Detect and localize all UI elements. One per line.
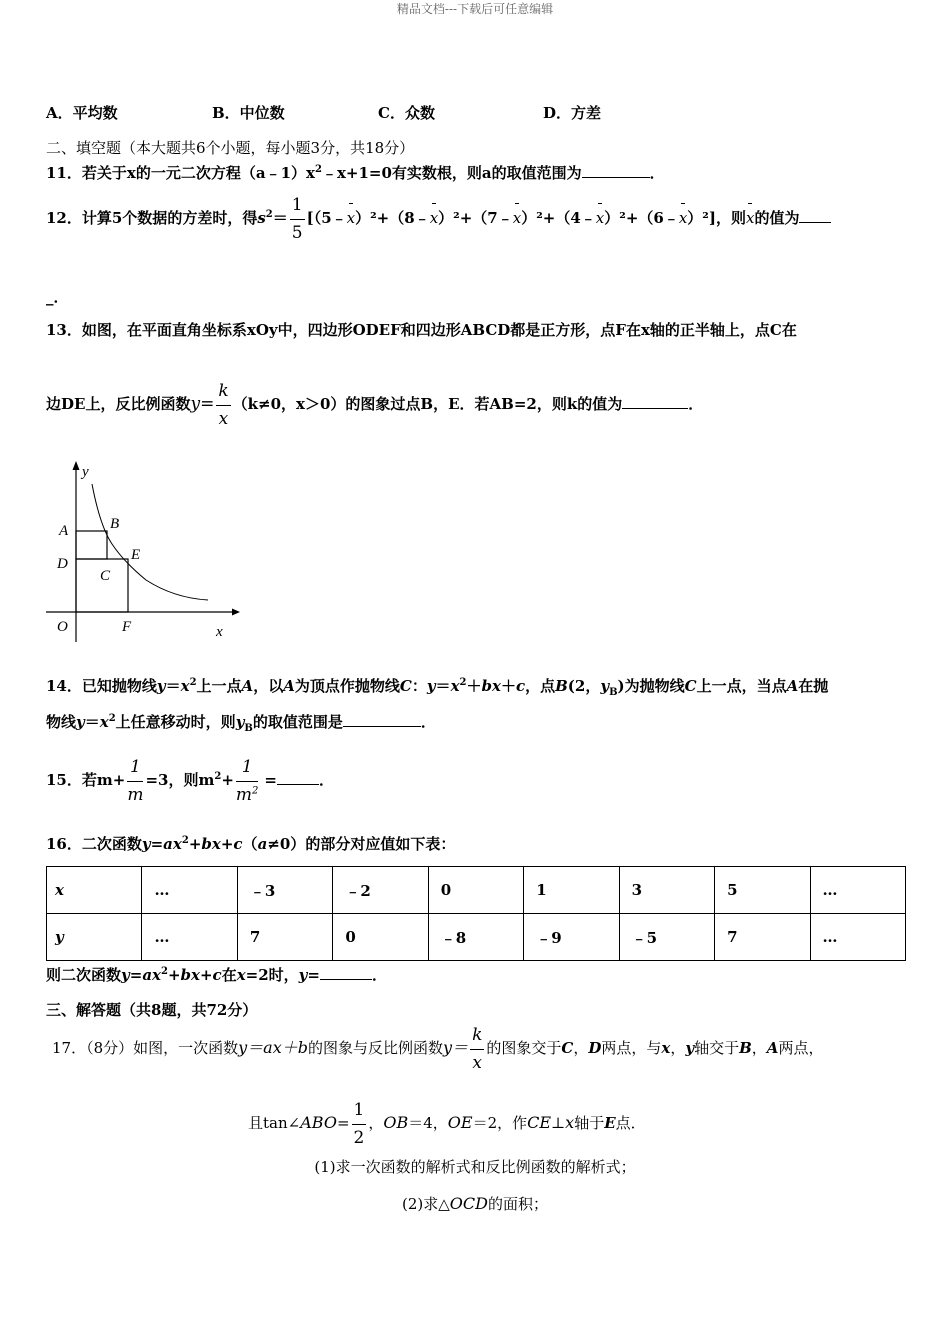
option-c: C．众数: [378, 104, 435, 122]
question-14-line1: [46, 677, 829, 698]
table-cell: ﹣5: [619, 914, 714, 961]
q17-ocd: OCD: [449, 1194, 488, 1213]
option-a: A．平均数: [46, 104, 118, 122]
q15-m1: m+: [96, 771, 126, 790]
q12-text1: 计算5个数据的方差时，得: [81, 209, 258, 228]
q15-num: 15．若: [46, 771, 97, 790]
q14-t6: A: [241, 677, 254, 695]
q16-prefix: 16．二次函数: [46, 835, 142, 853]
q17-l2-f: 轴于: [574, 1114, 605, 1133]
q16-f10: ≠0）: [267, 835, 306, 853]
q12-xbar-6: x: [745, 209, 755, 228]
q12-s: s: [257, 209, 266, 228]
question-11: [46, 166, 665, 181]
q11-a2: a: [481, 164, 492, 182]
q17-comma2: ，: [670, 1039, 686, 1058]
q17-l1-e: 轴交于: [694, 1039, 740, 1058]
q14-l2-t3: x: [99, 713, 109, 731]
label-d: D: [57, 556, 68, 572]
q14-l2-t8: 的取值范围是: [252, 713, 343, 731]
q16-a10: x: [236, 966, 246, 984]
q15-frac2-den: [236, 782, 259, 805]
q17-inv-y: y＝: [443, 1038, 469, 1058]
question-13-line2: [46, 382, 703, 428]
q16-a6: bx: [180, 966, 200, 984]
label-e: E: [131, 547, 141, 563]
q12-sup: 2: [265, 209, 273, 221]
q16-a9: 在: [221, 966, 237, 984]
page-header: 精品文档---下载后可任意编辑: [396, 2, 554, 16]
q17-oe: OE: [447, 1113, 473, 1133]
table-cell: 3: [619, 867, 714, 914]
q16-f2: ax: [163, 835, 182, 853]
table-cell: ﹣8: [428, 914, 523, 961]
q11-text5: 的取值范围为: [491, 164, 582, 182]
q12-term-1: [（5﹣: [306, 209, 347, 228]
section-2-title: 二、填空题（本大题共6个小题，每小题3分，共18分）: [46, 139, 415, 157]
q11-text1: 若关于: [81, 164, 127, 182]
q15-fraction-1: [127, 758, 143, 804]
table-cell: 0: [428, 867, 523, 914]
q15-fraction-2: [236, 758, 259, 804]
q11-num: 11．: [46, 164, 82, 182]
q16-a3: ax: [142, 966, 161, 984]
q17-l2-g: 点．: [615, 1114, 646, 1133]
label-o: O: [57, 619, 68, 635]
q15-sup: 2: [214, 771, 222, 783]
q17-l2-a: 且tan∠: [248, 1114, 301, 1133]
q17-b: B: [739, 1039, 752, 1058]
table-cell: ﹣2: [333, 867, 428, 914]
q16-a2: =: [129, 966, 143, 984]
q14-t1: y: [156, 677, 166, 695]
q14-t19: c: [515, 677, 526, 695]
option-d: D．方差: [543, 104, 602, 122]
q15-end: ．: [318, 771, 334, 790]
question-17-line1: [52, 1026, 823, 1072]
label-x-axis: x: [216, 624, 223, 640]
label-f: F: [122, 619, 132, 635]
q14-t5: 上一点: [196, 677, 242, 695]
q14-t8: A: [283, 677, 295, 695]
q17-l1-d: 两点，与: [601, 1039, 662, 1058]
option-b: B．中位数: [212, 104, 285, 122]
q12-xbar-3: x: [512, 209, 522, 228]
x-axis-arrow-icon: [232, 609, 240, 616]
q12-xbar-2: x: [429, 209, 439, 228]
q14-t3: x: [180, 677, 190, 695]
q17-d: D: [588, 1039, 602, 1058]
q17-l2-c: ＝4，: [408, 1114, 448, 1133]
q13-line2-a: 边DE上，反比例函数: [46, 395, 191, 414]
q12-fraction: [290, 196, 305, 242]
q14-l2-t1: y: [76, 713, 85, 731]
table-row-x: [47, 867, 906, 914]
table-row-y: [47, 914, 906, 961]
q14-t0: 14．已知抛物线: [46, 677, 157, 695]
label-c: C: [100, 568, 111, 584]
q17-subquestion-1: (1)求一次函数的解析式和反比例函数的解析式；: [314, 1158, 636, 1176]
q14-t20: ，点: [525, 677, 556, 695]
value-table: [46, 866, 906, 961]
q17-subquestion-2: [0, 1196, 950, 1212]
q15-eq3: =3，则: [145, 771, 199, 790]
q14-l2-t2: ＝: [84, 713, 100, 731]
q16-suffix: 的部分对应值如下表：: [305, 835, 456, 853]
q17-y: y: [685, 1039, 695, 1058]
q17-tan-fraction: [352, 1101, 367, 1147]
q12-term-3: ）²+（7﹣: [438, 209, 513, 228]
q12-xbar-4: x: [595, 209, 605, 228]
label-b: B: [110, 516, 120, 532]
q16-a8: c: [212, 966, 222, 984]
q16-a11: =2时，: [245, 966, 299, 984]
q12-term-2: ）²+（8﹣: [355, 209, 430, 228]
label-a: A: [59, 523, 69, 539]
q14-t26: C: [684, 677, 697, 695]
q16-f0: y: [141, 835, 151, 853]
section-3-title: 三、解答题（共8题，共72分）: [46, 1001, 258, 1019]
q17-tan-den: 2: [353, 1127, 365, 1148]
q14-t22: (2，: [567, 677, 601, 695]
q14-t28: A: [786, 677, 799, 695]
q16-f1: =: [150, 835, 164, 853]
q14-l2-t6: y: [235, 713, 245, 731]
q16-a13: =: [307, 966, 320, 984]
q17-ce: CE: [527, 1113, 552, 1133]
q15-frac2-den-m: m: [235, 784, 253, 805]
table-cell: 0: [333, 914, 428, 961]
q16-f5: bx: [201, 835, 221, 853]
q16-f9: a: [257, 835, 268, 853]
q12-term-6: ）²]，则: [687, 209, 746, 228]
q11-text4: ﹣x+1=0有实数根，则: [321, 164, 482, 182]
q17-l2-e: ⊥: [551, 1114, 566, 1133]
q15-frac1-num: 1: [127, 758, 143, 782]
q17-tan-num: 1: [352, 1101, 367, 1125]
q17-xx: x: [565, 1113, 575, 1133]
q17-l1-f: 两点，: [778, 1039, 824, 1058]
q14-t10: C: [399, 677, 412, 695]
q16-after: [46, 968, 387, 983]
table-cell: …: [810, 867, 906, 914]
q14-l2-t0: 物线: [46, 713, 77, 731]
q12-term-5: ）²+（6﹣: [604, 209, 679, 228]
q14-t24: B: [609, 687, 618, 698]
q14-t4: 2: [189, 677, 197, 688]
label-y-axis: y: [82, 464, 89, 480]
q12-eq: ＝: [272, 209, 288, 228]
q17-l1-b: 的图象与反比例函数: [308, 1039, 444, 1058]
q16-answer-blank[interactable]: [320, 978, 372, 980]
q17-inv-den: x: [472, 1052, 483, 1073]
q14-l2-t7: B: [244, 723, 253, 734]
q15-eq: =: [264, 771, 277, 790]
q13-fraction: [216, 382, 230, 428]
q16-f6: +: [220, 835, 234, 853]
q16-a1: y: [121, 966, 130, 984]
q17-c: C: [561, 1039, 574, 1058]
q14-t18: ＋: [500, 677, 516, 695]
square-odef: [76, 559, 128, 612]
q14-t2: ＝: [165, 677, 181, 695]
question-12: [46, 196, 831, 242]
q17-comma: ，: [573, 1039, 589, 1058]
q12-num: 12．: [46, 209, 82, 228]
q14-l2-t9: ．: [420, 713, 436, 731]
q13-end: ．: [688, 395, 704, 414]
q11-answer-blank[interactable]: [582, 176, 650, 178]
y-axis-arrow-icon: [73, 461, 80, 470]
table-cell: y: [47, 914, 142, 961]
q16-f7: c: [233, 835, 243, 853]
q11-text3: ﹣1）x: [265, 164, 315, 182]
q16-f8: （: [242, 835, 258, 853]
q17-a: A: [766, 1039, 779, 1058]
q13-answer-blank[interactable]: [622, 407, 688, 409]
q16-a7: +: [199, 966, 213, 984]
q14-t7: ，以: [253, 677, 284, 695]
q11-end: ．: [649, 164, 665, 182]
question-15: [46, 758, 334, 804]
q13-line2-b: （k≠0，x＞0）的图象过点B，E．若AB=2，则k的值为: [232, 395, 623, 414]
q14-t23: y: [600, 677, 610, 695]
q11-text2: 的一元二次方程（: [135, 164, 256, 182]
q14-t13: ＝: [435, 677, 451, 695]
q13-figure: [40, 458, 240, 643]
q14-t12: y: [426, 677, 436, 695]
table-cell: …: [810, 914, 906, 961]
q15-answer-blank[interactable]: [277, 783, 319, 785]
q14-t9: 为顶点作抛物线: [294, 677, 400, 695]
q13-y: y: [190, 394, 201, 415]
q14-t29: 在抛: [798, 677, 829, 695]
q14-t25: )为抛物线: [617, 677, 685, 695]
q17-eq: =: [336, 1114, 350, 1133]
q15-plus: +: [221, 771, 234, 790]
question-16: [46, 837, 455, 852]
q12-text2: 的值为: [754, 209, 800, 228]
q17-l2-d: ＝2，作: [472, 1114, 528, 1133]
q17-sub2-b: 的面积；: [487, 1195, 548, 1213]
table-cell: 7: [715, 914, 810, 961]
q17-sub2-a: (2)求△: [402, 1195, 450, 1213]
q16-a0: 则二次函数: [46, 966, 122, 984]
q16-f3: 2: [181, 835, 189, 846]
question-17-line2: [248, 1101, 646, 1147]
q14-answer-blank[interactable]: [343, 725, 421, 727]
q16-a4: 2: [160, 966, 168, 977]
q14-t21: B: [555, 677, 568, 695]
q11-x: x: [126, 164, 136, 182]
q12-xbar-1: x: [346, 209, 356, 228]
q14-t16: ＋: [466, 677, 482, 695]
q12-frac-den: 5: [291, 222, 303, 243]
q14-l2-t4: 2: [108, 713, 116, 724]
q16-a14: ．: [371, 966, 387, 984]
q11-a1: a: [255, 164, 266, 182]
q12-frac-num: 1: [290, 196, 305, 220]
q16-a12: y: [298, 966, 308, 984]
q15-frac2-den-sup: 2: [252, 785, 259, 797]
q11-sup: 2: [314, 164, 322, 175]
q13-eq: =: [200, 394, 215, 415]
q14-t15: 2: [459, 677, 467, 688]
q17-l2-b: ，: [368, 1114, 384, 1133]
table-cell: ﹣9: [524, 914, 619, 961]
q17-abo: ABO: [300, 1113, 337, 1133]
table-cell: x: [47, 867, 142, 914]
q17-inv-fraction: [470, 1026, 484, 1072]
q16-a5: +: [167, 966, 181, 984]
q12-answer-blank[interactable]: [799, 221, 831, 223]
table-cell: ﹣3: [237, 867, 332, 914]
table-cell: 1: [524, 867, 619, 914]
question-14-line2: [46, 713, 436, 734]
q13-frac-den: x: [218, 408, 229, 429]
q17-l1-a: 17．（8分）如图，一次函数: [52, 1039, 239, 1058]
q13-frac-num: k: [216, 382, 230, 406]
q12-xbar-5: x: [678, 209, 688, 228]
q17-e: E: [604, 1114, 616, 1133]
square-abcd: [76, 531, 107, 559]
q17-x: x: [661, 1039, 671, 1058]
q14-l2-t5: 上任意移动时，则: [115, 713, 236, 731]
q17-comma3: ，: [751, 1039, 767, 1058]
q17-l1-c: 的图象交于: [486, 1039, 562, 1058]
q14-t14: x: [450, 677, 460, 695]
q16-f4: +: [188, 835, 202, 853]
q17-ob: OB: [383, 1113, 409, 1133]
q14-t27: 上一点，当点: [696, 677, 787, 695]
q17-inv-num: k: [470, 1026, 484, 1050]
q15-frac1-den: m: [127, 784, 144, 805]
q15-frac2-num: 1: [236, 758, 259, 782]
q15-m2: m: [198, 771, 215, 790]
q14-t17: bx: [481, 677, 501, 695]
q14-t11: ：: [411, 677, 427, 695]
q12-term-4: ）²+（4﹣: [521, 209, 596, 228]
table-cell: 5: [715, 867, 810, 914]
table-cell: …: [142, 867, 237, 914]
table-cell: …: [142, 914, 237, 961]
q17-linear: y＝ax＋b: [238, 1038, 308, 1058]
table-cell: 7: [237, 914, 332, 961]
question-13-line1: 13．如图，在平面直角坐标系xOy中，四边形ODEF和四边形ABCD都是正方形，点F在x轴的正半轴上，点C在: [46, 321, 797, 339]
q12-continued: _．: [46, 288, 69, 306]
